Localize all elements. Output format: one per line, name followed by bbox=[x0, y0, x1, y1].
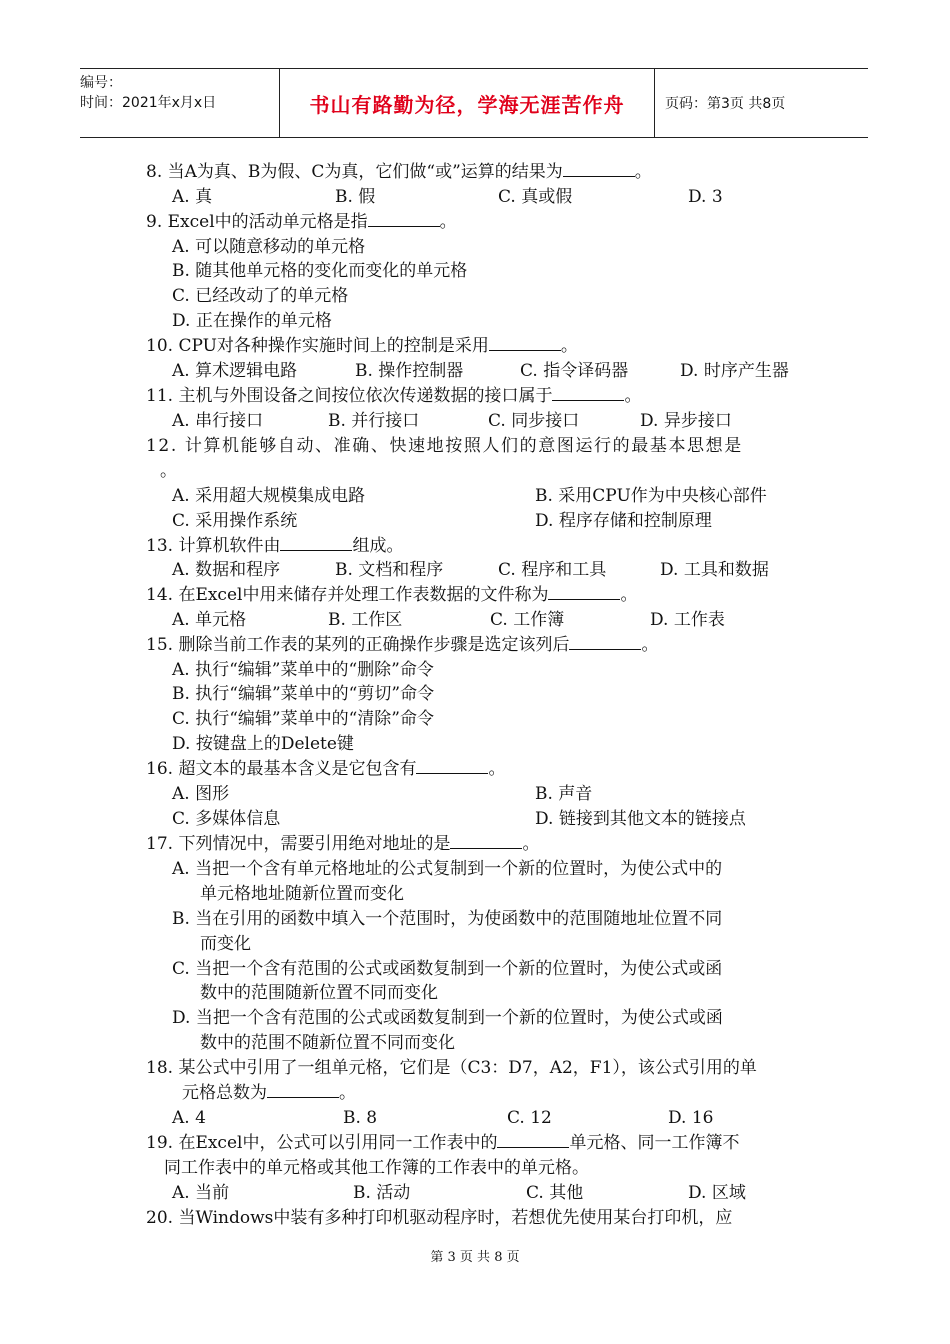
option-d: D. 16 bbox=[668, 1108, 714, 1128]
header-page-label: 页码：第3页 共8页 bbox=[665, 96, 786, 112]
option-c: C. 已经改动了的单元格 bbox=[172, 286, 349, 306]
question-11-stem: 11. 主机与外围设备之间按位依次传递数据的接口属于 。 bbox=[146, 386, 642, 406]
question-19-stem-continued: 同工作表中的单元格或其他工作簿的工作表中的单元格。 bbox=[164, 1158, 589, 1178]
answer-blank bbox=[569, 633, 641, 650]
question-18-stem: 18. 某公式中引用了一组单元格，它们是（C3：D7，A2，F1），该公式引用的单 bbox=[146, 1058, 757, 1078]
option-a: A. 单元格 bbox=[172, 610, 247, 630]
option-d: D. 工具和数据 bbox=[660, 560, 769, 580]
question-18-stem-continued: 元格总数为 。 bbox=[182, 1083, 356, 1103]
option-a: A. 执行“编辑”菜单中的“删除”命令 bbox=[172, 660, 434, 680]
header-number-label: 编号： bbox=[80, 75, 122, 91]
header-motto: 书山有路勤为径，学海无涯苦作舟 bbox=[280, 69, 655, 137]
option-d: D. 工作表 bbox=[650, 610, 725, 630]
option-b-continued: 而变化 bbox=[200, 934, 251, 954]
option-a-continued: 单元格地址随新位置而变化 bbox=[200, 884, 404, 904]
question-13-stem: 13. 计算机软件由 组成。 bbox=[146, 536, 404, 556]
option-d: D. 3 bbox=[688, 187, 723, 207]
option-d-continued: 数中的范围不随新位置不同而变化 bbox=[200, 1033, 455, 1053]
option-c: C. 指令译码器 bbox=[520, 361, 629, 381]
answer-blank bbox=[552, 384, 624, 401]
answer-blank bbox=[489, 334, 561, 351]
option-c: C. 工作簿 bbox=[490, 610, 565, 630]
option-d: D. 区域 bbox=[688, 1183, 746, 1203]
option-a: A. 串行接口 bbox=[172, 411, 264, 431]
question-9-stem: 9. Excel中的活动单元格是指 。 bbox=[146, 212, 457, 232]
option-a: A. 当前 bbox=[172, 1183, 230, 1203]
option-b: B. 工作区 bbox=[328, 610, 403, 630]
option-c: C. 程序和工具 bbox=[498, 560, 607, 580]
answer-blank bbox=[497, 1131, 569, 1148]
option-b: B. 假 bbox=[335, 187, 376, 207]
option-b: B. 活动 bbox=[353, 1183, 411, 1203]
option-b: B. 操作控制器 bbox=[355, 361, 464, 381]
option-b: B. 文档和程序 bbox=[335, 560, 444, 580]
option-b: B. 执行“编辑”菜单中的“剪切”命令 bbox=[172, 684, 435, 704]
question-12-stem-end: 。 bbox=[160, 461, 177, 481]
question-14-stem: 14. 在Excel中用来储存并处理工作表数据的文件称为 。 bbox=[146, 585, 638, 605]
header-time-label: 时间：2021年x月x日 bbox=[80, 95, 217, 111]
option-b: B. 采用CPU作为中央核心部件 bbox=[535, 486, 767, 506]
answer-blank bbox=[416, 757, 488, 774]
option-c: C. 采用操作系统 bbox=[172, 511, 298, 531]
header-meta bbox=[80, 69, 280, 137]
option-a: A. 算术逻辑电路 bbox=[172, 361, 298, 381]
option-a: A. 数据和程序 bbox=[172, 560, 281, 580]
question-17-stem: 17. 下列情况中，需要引用绝对地址的是 。 bbox=[146, 834, 540, 854]
option-d: D. 异步接口 bbox=[640, 411, 732, 431]
option-b: B. 当在引用的函数中填入一个范围时，为使函数中的范围随地址位置不同 bbox=[172, 909, 723, 929]
option-a: A. 4 bbox=[172, 1108, 206, 1128]
page-footer: 第 3 页 共 8 页 bbox=[430, 1250, 520, 1265]
question-10-stem: 10. CPU对各种操作实施时间上的控制是采用 。 bbox=[146, 336, 578, 356]
option-c: C. 同步接口 bbox=[488, 411, 580, 431]
option-c: C. 多媒体信息 bbox=[172, 809, 281, 829]
option-a: A. 当把一个含有单元格地址的公式复制到一个新的位置时，为使公式中的 bbox=[172, 859, 723, 879]
option-d: D. 时序产生器 bbox=[680, 361, 789, 381]
option-c: C. 12 bbox=[507, 1108, 552, 1128]
question-12-stem: 12. 计算机能够自动、准确、快速地按照人们的意图运行的最基本思想是 bbox=[146, 436, 743, 456]
option-c: C. 执行“编辑”菜单中的“清除”命令 bbox=[172, 709, 434, 729]
option-a: A. 采用超大规模集成电路 bbox=[172, 486, 366, 506]
option-c: C. 当把一个含有范围的公式或函数复制到一个新的位置时，为使公式或函 bbox=[172, 959, 723, 979]
answer-blank bbox=[563, 160, 635, 177]
question-19-stem: 19. 在Excel中，公式可以引用同一工作表中的 单元格、同一工作簿不 bbox=[146, 1133, 740, 1153]
option-a: A. 可以随意移动的单元格 bbox=[172, 237, 366, 257]
option-d: D. 正在操作的单元格 bbox=[172, 311, 332, 331]
option-c-continued: 数中的范围随新位置不同而变化 bbox=[200, 983, 438, 1003]
answer-blank bbox=[267, 1081, 339, 1098]
option-d: D. 按键盘上的Delete键 bbox=[172, 734, 354, 754]
option-c: C. 其他 bbox=[526, 1183, 584, 1203]
option-b: B. 随其他单元格的变化而变化的单元格 bbox=[172, 261, 468, 281]
question-15-stem: 15. 删除当前工作表的某列的正确操作步骤是选定该列后 。 bbox=[146, 635, 659, 655]
option-c: C. 真或假 bbox=[498, 187, 573, 207]
option-d: D. 程序存储和控制原理 bbox=[535, 511, 712, 531]
answer-blank bbox=[280, 534, 352, 551]
option-a: A. 真 bbox=[172, 187, 213, 207]
page-header bbox=[80, 68, 868, 138]
question-16-stem: 16. 超文本的最基本含义是它包含有 。 bbox=[146, 759, 506, 779]
option-a: A. 图形 bbox=[172, 784, 230, 804]
answer-blank bbox=[368, 210, 440, 227]
option-b: B. 8 bbox=[343, 1108, 378, 1128]
option-d: D. 当把一个含有范围的公式或函数复制到一个新的位置时，为使公式或函 bbox=[172, 1008, 723, 1028]
question-8-stem: 8. 当A为真、B为假、C为真，它们做“或”运算的结果为 。 bbox=[146, 162, 652, 182]
question-20-stem: 20. 当Windows中装有多种打印机驱动程序时，若想优先使用某台打印机，应 bbox=[146, 1208, 733, 1228]
option-d: D. 链接到其他文本的链接点 bbox=[535, 809, 746, 829]
answer-blank bbox=[450, 832, 522, 849]
answer-blank bbox=[548, 583, 620, 600]
option-b: B. 声音 bbox=[535, 784, 593, 804]
option-b: B. 并行接口 bbox=[328, 411, 420, 431]
